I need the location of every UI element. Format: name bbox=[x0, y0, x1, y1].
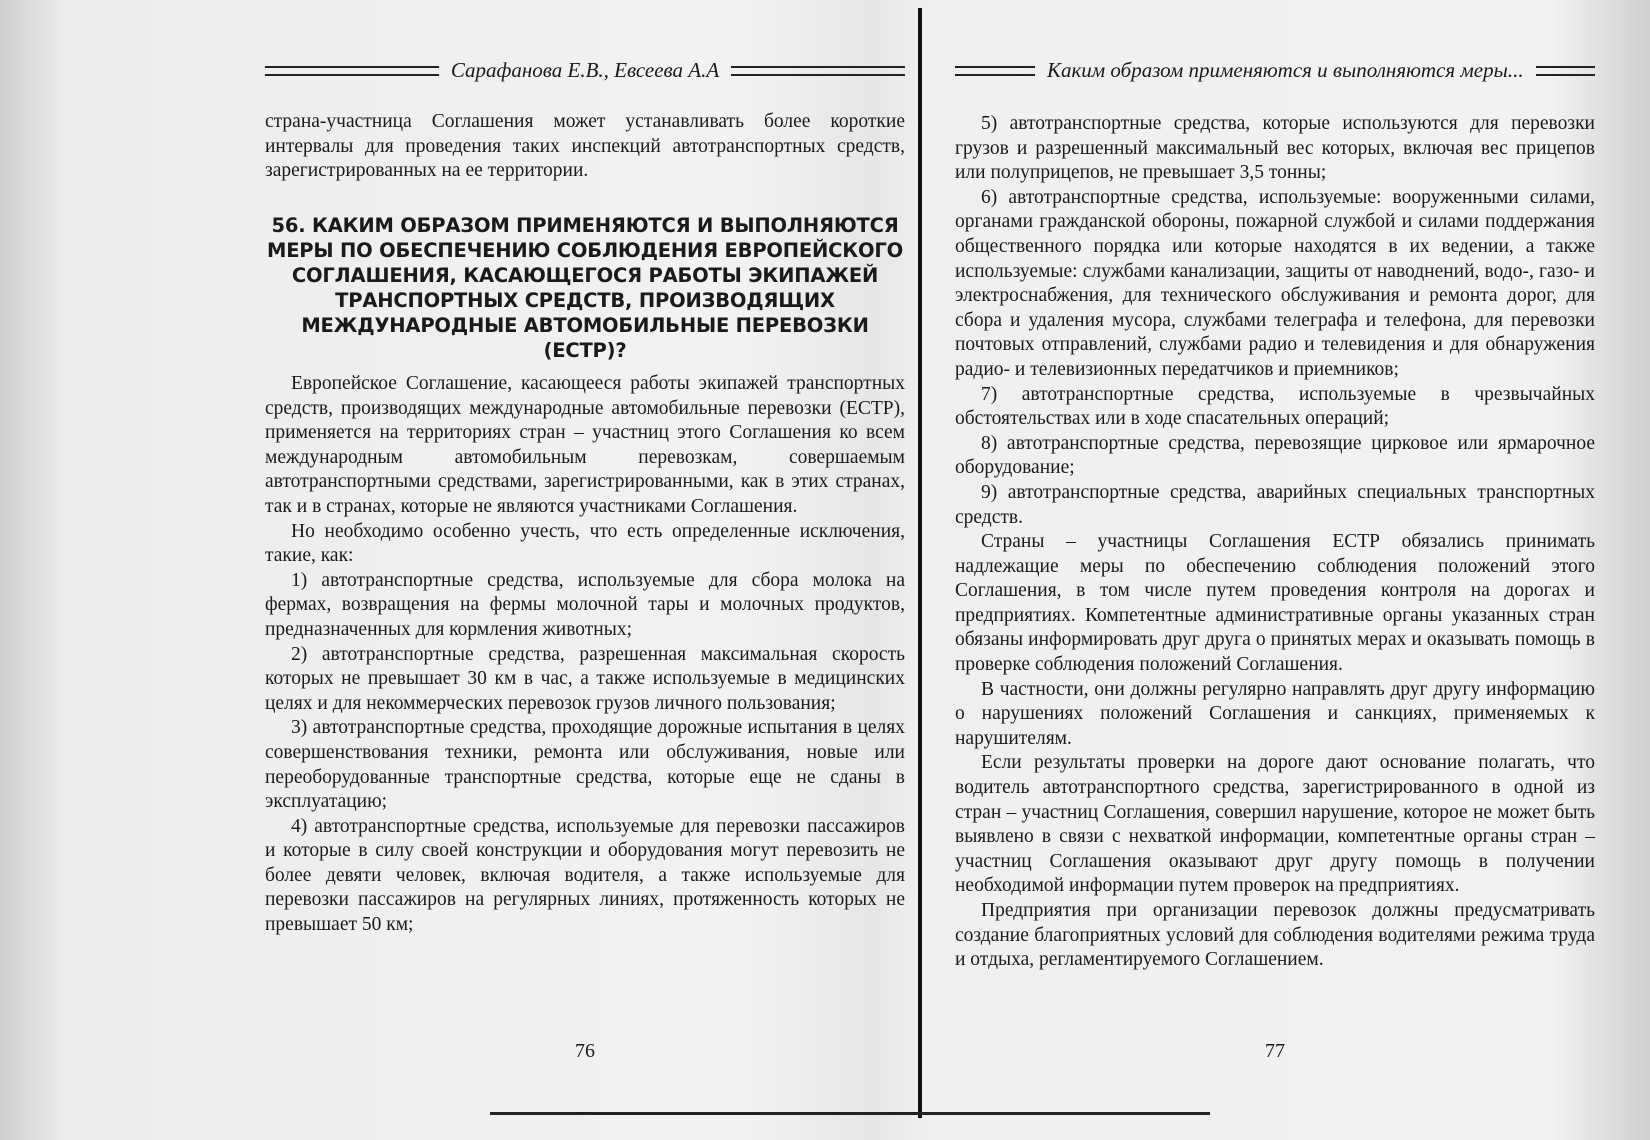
right-page bbox=[955, 0, 1595, 1140]
list-item: 2) автотранспортные средства, разрешенная максимальная скорость которых не превышает 30 км в час, а также используемые в медицинских целях и для некоммерческих перевозок грузов личного пользования; bbox=[265, 643, 905, 714]
list-item: 7) автотранспортные средства, используемые в чрезвычайных обстоятельствах или в ходе спасательных операций; bbox=[955, 383, 1595, 430]
header-rule bbox=[265, 66, 439, 76]
left-intro bbox=[265, 110, 905, 184]
body-paragraph: Если результаты проверки на дороге дают основание полагать, что водитель автотранспортного средства, зарегистрированного в одной из стран – участниц Соглашения, совершил нарушение, которое не может быть выявлено в связи с нехваткой информации, компетентные органы стран – участниц Соглашения оказывают друг другу помощь в получении необходимой информации путем проверок на предприятиях. bbox=[955, 752, 1595, 897]
page-number-right: 77 bbox=[1265, 1040, 1285, 1062]
list-item: 4) автотранспортные средства, используемые для перевозки пассажиров и которые в силу своей конструкции и оборудования могут перевозить не более девяти человек, включая водителя, а также используемые для перевозки пассажиров на регулярных линиях, протяженность которых не превышает 50 км; bbox=[265, 815, 905, 936]
left-page bbox=[265, 0, 905, 1140]
section-heading: 56. КАКИМ ОБРАЗОМ ПРИМЕНЯЮТСЯ И ВЫПОЛНЯЮТСЯ МЕРЫ ПО ОБЕСПЕЧЕНИЮ СОБЛЮДЕНИЯ ЕВРОПЕЙСКОГО СОГЛАШЕНИЯ, КАСАЮЩЕГОСЯ РАБОТЫ ЭКИПАЖЕЙ ТРАНСПОРТНЫХ СРЕДСТВ, ПРОИЗВОДЯЩИХ МЕЖДУНАРОДНЫЕ АВТОМОБИЛЬНЫЕ ПЕРЕВОЗКИ (ЕСТР)? bbox=[266, 214, 903, 362]
body-paragraph: Но необходимо особенно учесть, что есть определенные исключения, такие, как: bbox=[265, 520, 905, 567]
right-running-header bbox=[955, 58, 1595, 83]
book-spine bbox=[918, 8, 922, 1118]
body-paragraph: В частности, они должны регулярно направлять друг другу информацию о нарушениях положений Соглашения и санкциях, применяемых к нарушителям. bbox=[955, 678, 1595, 749]
body-paragraph: Предприятия при организации перевозок должны предусматривать создание благоприятных условий для соблюдения водителями режима труда и отдыха, регламентируемого Соглашением. bbox=[955, 900, 1595, 971]
list-item: 6) автотранспортные средства, используемые: вооруженными силами, органами гражданской обороны, пожарной службой и силами поддержания общественного порядка или которые находятся в их ведении, а также используемые: службами канализации, защиты от наводнений, водо-, газо- и электроснабжения, для технического обслуживания и ремонта дорог, для сбора и удаления мусора, службами телеграфа и телефона, для перевозки почтовых отправлений, службами радио и телевидения и для обнаружения радио- и телевизионных передатчиков и приемников; bbox=[955, 186, 1595, 380]
right-body bbox=[955, 112, 1595, 973]
list-item: 9) автотранспортные средства, аварийных специальных транспортных средств. bbox=[955, 481, 1595, 528]
body-paragraph: Страны – участницы Соглашения ЕСТР обязались принимать надлежащие меры по обеспечению соблюдения положений этого Соглашения, в том числе путем проведения контроля на дорогах и предприятиях. Компетентные административные органы указанных стран обязаны информировать друг друга о принятых мерах и оказывать помощь в проверке соблюдения положений Соглашения. bbox=[955, 531, 1595, 676]
page-number-left: 76 bbox=[575, 1040, 595, 1062]
body-paragraph: Европейское Соглашение, касающееся работы экипажей транспортных средств, производящих международные автомобильные перевозки (ЕСТР), применяется на территориях стран – участниц этого Соглашения ко всем международным автомобильным перевозкам, совершаемым автотранспортными средствами, зарегистрированными, как в этих странах, так и в странах, которые не являются участниками Соглашения. bbox=[265, 373, 905, 517]
left-running-header bbox=[265, 58, 905, 83]
list-item: 3) автотранспортные средства, проходящие дорожные испытания в целях совершенствования техники, ремонта или обслуживания, новые или переоборудованные транспортные средства, которые еще не сданы в эксплуатацию; bbox=[265, 717, 905, 813]
header-rule bbox=[955, 66, 1035, 76]
list-item: 8) автотранспортные средства, перевозящие цирковое или ярмарочное оборудование; bbox=[955, 432, 1595, 479]
header-rule bbox=[731, 66, 905, 76]
list-item: 5) автотранспортные средства, которые используются для перевозки грузов и разрешенный максимальный вес которых, включая вес прицепов или полуприцепов, не превышает 3,5 тонны; bbox=[955, 113, 1595, 184]
left-body bbox=[265, 372, 905, 938]
intro-paragraph: страна-участница Соглашения может устанавливать более короткие интервалы для проведения таких инспекций автотранспортных средств, зарегистрированных на ее территории. bbox=[265, 111, 905, 182]
right-header-title: Каким образом применяются и выполняются меры... bbox=[1047, 58, 1524, 82]
left-header-title: Сарафанова Е.В., Евсеева А.А bbox=[450, 58, 720, 82]
header-rule bbox=[1536, 66, 1595, 76]
list-item: 1) автотранспортные средства, используемые для сбора молока на фермах, возвращения на фермы молочной тары и молочных продуктов, предназначенных для кормления животных; bbox=[265, 569, 905, 640]
